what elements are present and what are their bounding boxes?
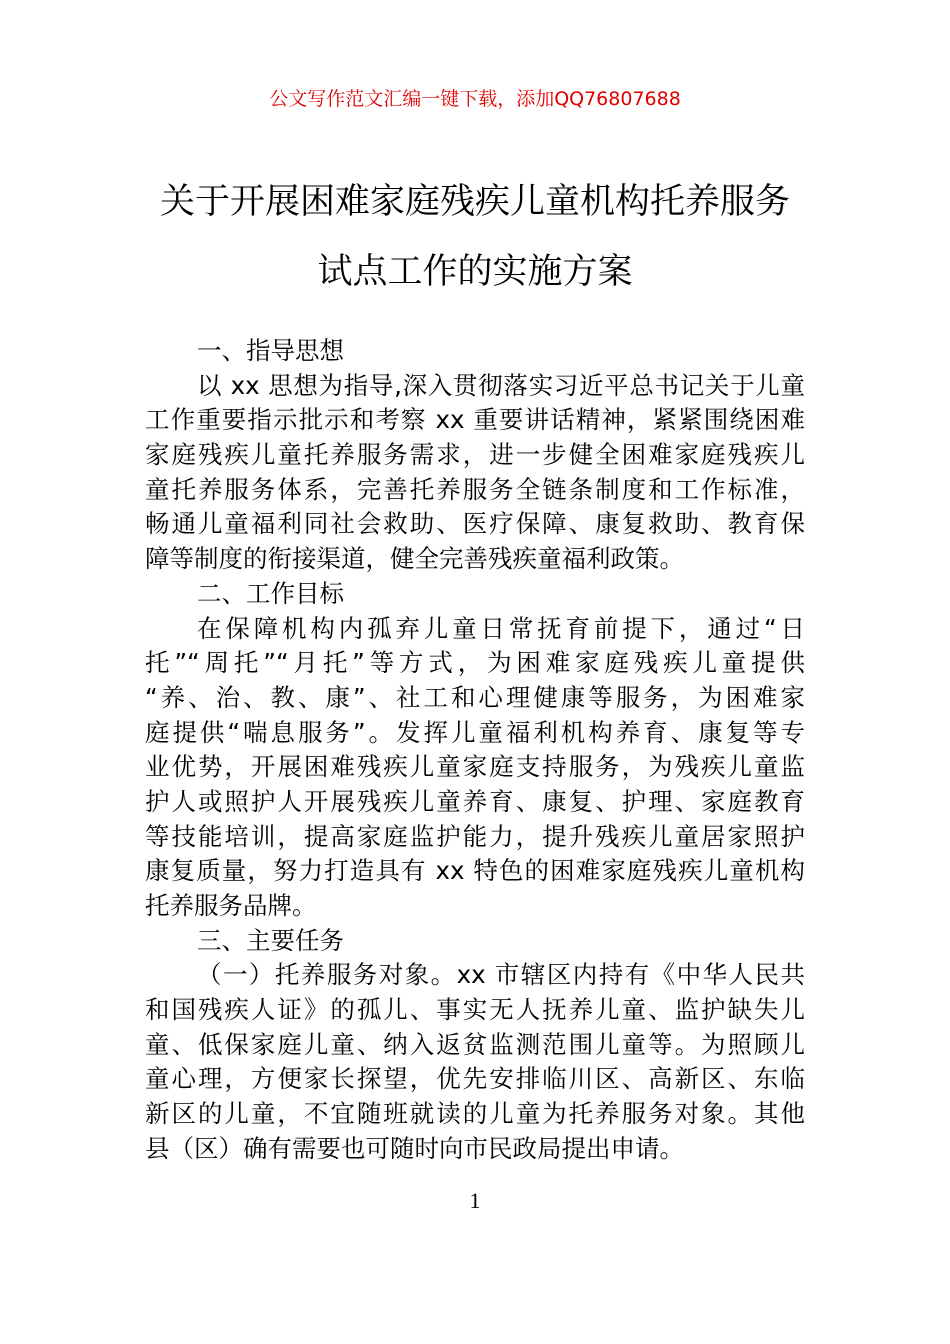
text-line: 和国残疾人证》的孤儿、事实无人抚养儿童、监护缺失儿: [145, 995, 805, 1025]
text-line: 康复质量，努力打造具有 xx 特色的困难家庭残疾儿童机构: [145, 856, 805, 886]
text-line: 三、主要任务: [197, 925, 344, 955]
text-line: 新区的儿童，不宜随班就读的儿童为托养服务对象。其他: [145, 1099, 805, 1129]
text-line: 以 xx 思想为指导,深入贯彻落实习近平总书记关于儿童: [197, 370, 805, 400]
document-body: [145, 334, 805, 1167]
text-line: 二、工作目标: [197, 578, 344, 608]
text-line: 在保障机构内孤弃儿童日常抚育前提下，通过“日: [197, 613, 805, 643]
text-line: 等技能培训，提高家庭监护能力，提升残疾儿童居家照护: [145, 821, 805, 851]
text-line: 县（区）确有需要也可随时向市民政局提出申请。: [145, 1133, 684, 1163]
text-line: “养、治、教、康”、社工和心理健康等服务，为困难家: [145, 682, 805, 712]
text-line: 障等制度的衔接渠道，健全完善残疾童福利政策。: [145, 544, 684, 574]
text-line: 家庭残疾儿童托养服务需求，进一步健全困难家庭残疾儿: [145, 440, 805, 470]
text-line: 托养服务品牌。: [145, 891, 317, 920]
text-line: 护人或照护人开展残疾儿童养育、康复、护理、家庭教育: [145, 786, 805, 816]
text-line: 业优势，开展困难残疾儿童家庭支持服务，为残疾儿童监: [145, 752, 805, 782]
text-line: 童托养服务体系，完善托养服务全链条制度和工作标准，: [145, 474, 805, 504]
page-number: 1: [469, 1188, 481, 1213]
download-banner: 公文写作范文汇编一键下载，添加QQ76807688: [269, 88, 681, 110]
text-line: 庭提供“喘息服务”。发挥儿童福利机构养育、康复等专: [145, 717, 805, 747]
text-line: 工作重要指示批示和考察 xx 重要讲话精神，紧紧围绕困难: [145, 405, 805, 435]
text-line: 托”“周托”“月托”等方式，为困难家庭残疾儿童提供: [145, 648, 805, 678]
document-title-line-2: 试点工作的实施方案: [317, 252, 633, 292]
text-line: （一）托养服务对象。xx 市辖区内持有《中华人民共: [197, 960, 805, 990]
text-line: 畅通儿童福利同社会救助、医疗保障、康复救助、教育保: [145, 509, 805, 539]
document-title-line-1: 关于开展困难家庭残疾儿童机构托养服务: [159, 182, 790, 222]
text-line: 童心理，方便家长探望，优先安排临川区、高新区、东临: [145, 1064, 805, 1094]
text-line: 童、低保家庭儿童、纳入返贫监测范围儿童等。为照顾儿: [145, 1029, 805, 1059]
text-line: 一、指导思想: [197, 336, 344, 365]
